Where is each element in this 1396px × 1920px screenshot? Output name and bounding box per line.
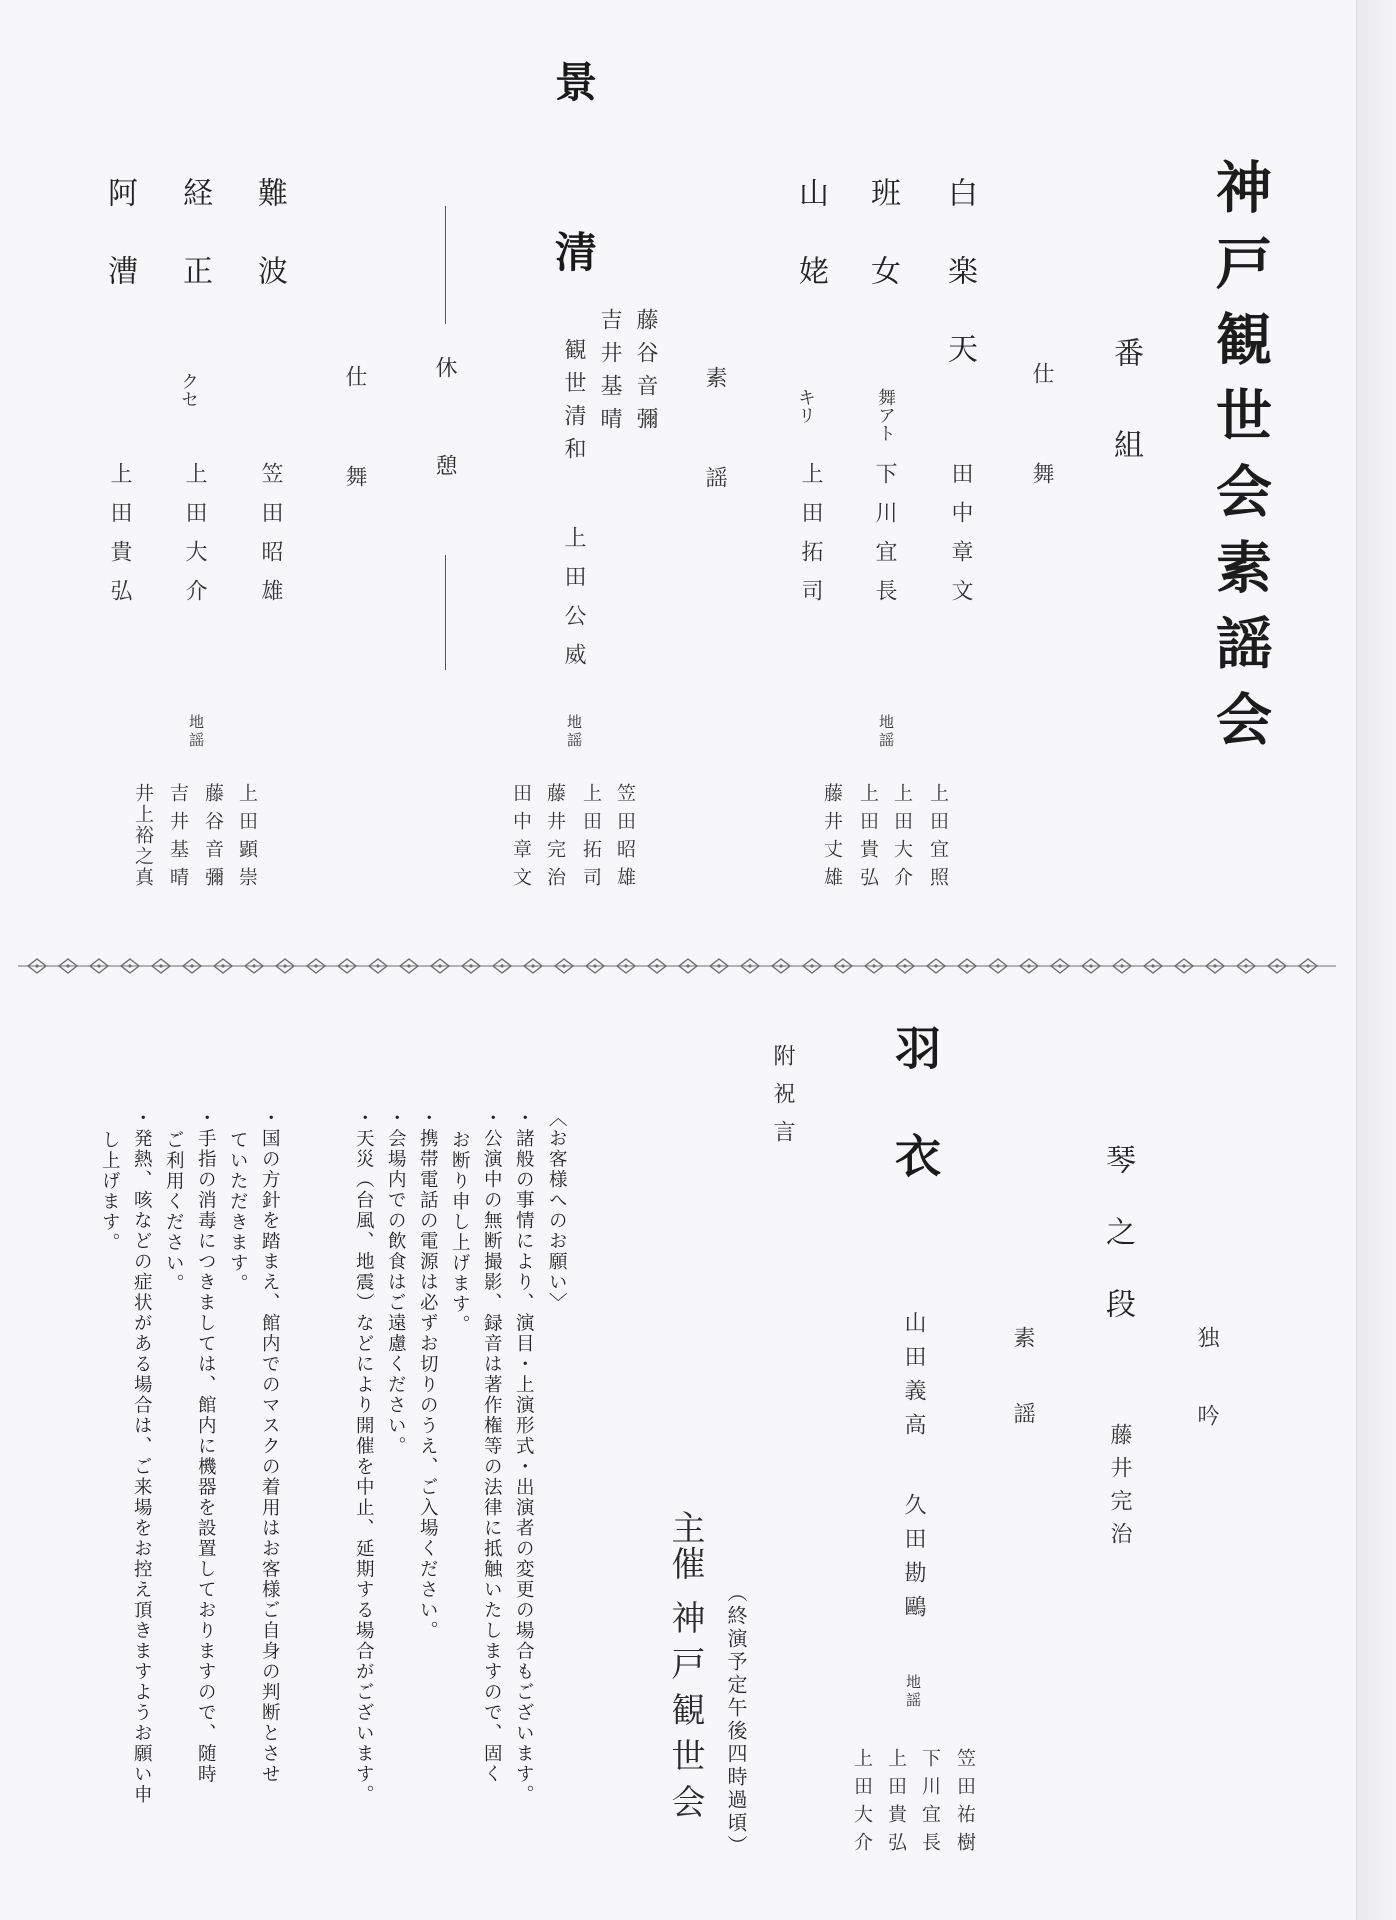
suutai-1-jiutai-3: 藤井完治 <box>544 783 566 895</box>
divider-dot <box>841 964 844 967</box>
divider-dot <box>531 964 534 967</box>
notice-heading: 〈お客様へのお願い〉 <box>546 1108 568 1313</box>
divider-dot <box>810 964 813 967</box>
shimai-2-jiutai-label: 地謡 <box>187 714 205 750</box>
shimai-1-performer-2: 下川宜長 <box>872 462 897 618</box>
suutai-1-jiutai-4: 田中章文 <box>510 783 532 895</box>
divider-dot <box>1306 964 1309 967</box>
organizer-name: 神戸観世会 <box>665 1600 705 1830</box>
divider-dot <box>1120 964 1123 967</box>
suutai-2-cast-1: 山田義高 <box>901 1311 926 1447</box>
shimai-1-performer-3: 上田拓司 <box>798 462 823 618</box>
notice-line-11: ・発熱、咳などの症状がある場合は、ご来場をお控え頂きますようお願い申 <box>131 1108 153 1805</box>
shimai-2-jiutai-3: 吉井基晴 <box>167 783 189 895</box>
suutai-1-jiutai-1: 笠田昭雄 <box>614 783 636 895</box>
suutai-2-jiutai-3: 上田貴弘 <box>885 1748 907 1860</box>
suutai-1-title-bottom: 清 <box>549 230 598 272</box>
divider-dot <box>717 964 720 967</box>
suutai-2-role: 素謡 <box>1010 1326 1035 1478</box>
notice-line-10: ご利用ください。 <box>163 1130 185 1294</box>
suutai-1-cast-2: 吉井基晴 <box>597 308 622 440</box>
suutai-1-jiutai-label: 地謡 <box>565 714 583 750</box>
notice-line-12: し上げます。 <box>99 1130 121 1253</box>
divider-dot <box>66 964 69 967</box>
divider-dot <box>500 964 503 967</box>
divider-dot <box>562 964 565 967</box>
shugen-label: 附祝言 <box>770 1044 795 1158</box>
divider-dot <box>438 964 441 967</box>
dokugin-piece: 琴之段 <box>1100 1144 1135 1360</box>
shimai-1-note-2: 舞アト <box>875 388 896 442</box>
suutai-2-jiutai-2: 下川宜長 <box>919 1748 941 1860</box>
divider-dot <box>35 964 38 967</box>
suutai-2-jiutai-4: 上田大介 <box>851 1748 873 1860</box>
suutai-1-cast-1: 藤谷音彌 <box>633 308 658 440</box>
divider-dot <box>748 964 751 967</box>
shimai-1-jiutai-2: 上田大介 <box>891 783 913 895</box>
notice-line-3: お断り申し上げます。 <box>449 1130 471 1335</box>
divider-dot <box>1089 964 1092 967</box>
shimai-1-piece-3: 山姥 <box>793 177 828 333</box>
shimai-2-piece-1: 難波 <box>252 177 287 333</box>
divider-dot <box>593 964 596 967</box>
shimai-1-piece-1: 白楽天 <box>942 177 977 411</box>
divider-dot <box>283 964 286 967</box>
shimai-2-piece-2: 経正 <box>177 177 212 333</box>
suutai-2-cast-2: 久田勘鷗 <box>901 1493 926 1629</box>
divider-dot <box>686 964 689 967</box>
shimai-2-jiutai-2: 藤谷音彌 <box>202 783 224 895</box>
divider-dot <box>934 964 937 967</box>
notice-line-8: ていただきます。 <box>227 1130 249 1294</box>
notice-line-6: ・天災（台風、地震）などにより開催を中止、延期する場合がございます。 <box>353 1108 375 1805</box>
notice-line-7: ・国の方針を踏まえ、館内でのマスクの着用はお客様ご自身の判断とさせ <box>259 1108 281 1785</box>
dokugin-role: 独吟 <box>1194 1326 1219 1482</box>
shimai-2-note-2: クセ <box>178 372 199 408</box>
divider-dot <box>190 964 193 967</box>
shimai-2-jiutai-1: 上田顕崇 <box>236 783 258 895</box>
suutai-2-jiutai-label: 地謡 <box>904 1674 922 1710</box>
shimai-1-role: 仕舞 <box>1029 362 1054 562</box>
divider-dot <box>314 964 317 967</box>
shimai-2-performer-2: 上田大介 <box>182 462 207 618</box>
divider-dot <box>1213 964 1216 967</box>
page-title: 神戸観世会素謡会 <box>1207 158 1273 766</box>
shimai-1-jiutai-1: 上田宜照 <box>927 783 949 895</box>
notice-line-1: ・諸般の事情により、演目・上演形式・出演者の変更の場合もございます。 <box>513 1108 535 1805</box>
divider-dot <box>407 964 410 967</box>
intermission-label: 休憩 <box>432 356 457 552</box>
shimai-1-jiutai-label: 地謡 <box>877 714 895 750</box>
section-divider <box>18 954 1336 978</box>
notice-line-9: ・手指の消毒につきましては、館内に機器を設置しておりますので、随時 <box>195 1108 217 1785</box>
divider-dot <box>1058 964 1061 967</box>
divider-dot <box>1027 964 1030 967</box>
divider-dot <box>128 964 131 967</box>
shimai-2-performer-1: 笠田昭雄 <box>258 462 283 618</box>
suutai-1-role: 素謡 <box>702 366 727 566</box>
notice-line-2: ・公演中の無断撮影、録音は著作権等の法律に抵触いたしますので、固く <box>481 1108 503 1785</box>
divider-dot <box>965 964 968 967</box>
divider-dot <box>469 964 472 967</box>
shimai-1-performer-1: 田中章文 <box>948 462 973 618</box>
divider-dot <box>872 964 875 967</box>
suutai-2-title: 羽衣 <box>888 1024 942 1240</box>
suutai-2-jiutai-1: 笠田祐樹 <box>954 1748 976 1860</box>
divider-dot <box>996 964 999 967</box>
suutai-1-cast-4: 上田公威 <box>561 526 586 682</box>
dokugin-performer: 藤井完治 <box>1107 1423 1132 1555</box>
end-time-note: （終演予定午後四時過頃） <box>724 1582 748 1858</box>
notice-line-4: ・携帯電話の電源は必ずお切りのうえ、ご入場ください。 <box>417 1108 439 1641</box>
divider-dot <box>97 964 100 967</box>
suutai-1-title-top: 景 <box>549 60 598 102</box>
sheet-edge <box>1356 0 1396 1920</box>
shimai-1-piece-2: 班女 <box>865 177 900 333</box>
divider-dot <box>903 964 906 967</box>
shimai-1-jiutai-4: 藤井丈雄 <box>821 783 843 895</box>
divider-dot <box>345 964 348 967</box>
divider-dot <box>159 964 162 967</box>
divider-dot <box>1151 964 1154 967</box>
intermission-line-bottom <box>445 555 446 670</box>
shimai-1-jiutai-3: 上田貴弘 <box>857 783 879 895</box>
divider-dot <box>655 964 658 967</box>
shimai-2-jiutai-4: 井上裕之真 <box>132 783 154 888</box>
shimai-2-piece-3: 阿漕 <box>102 177 137 333</box>
intermission-line-top <box>445 206 446 324</box>
divider-dot <box>1275 964 1278 967</box>
shimai-2-performer-3: 上田貴弘 <box>107 462 132 618</box>
notice-line-5: ・会場内での飲食はご遠慮ください。 <box>385 1108 407 1457</box>
divider-dot <box>624 964 627 967</box>
program-label: 番組 <box>1108 337 1143 521</box>
divider-dot <box>252 964 255 967</box>
suutai-1-jiutai-2: 上田拓司 <box>580 783 602 895</box>
divider-dot <box>1182 964 1185 967</box>
divider-dot <box>376 964 379 967</box>
organizer-label: 主催 <box>665 1510 705 1582</box>
divider-dot <box>221 964 224 967</box>
shimai-2-role: 仕舞 <box>342 365 367 565</box>
shimai-1-note-3: キリ <box>795 388 816 424</box>
suutai-1-cast-3: 観世清和 <box>561 338 586 470</box>
divider-dot <box>1244 964 1247 967</box>
divider-dot <box>779 964 782 967</box>
